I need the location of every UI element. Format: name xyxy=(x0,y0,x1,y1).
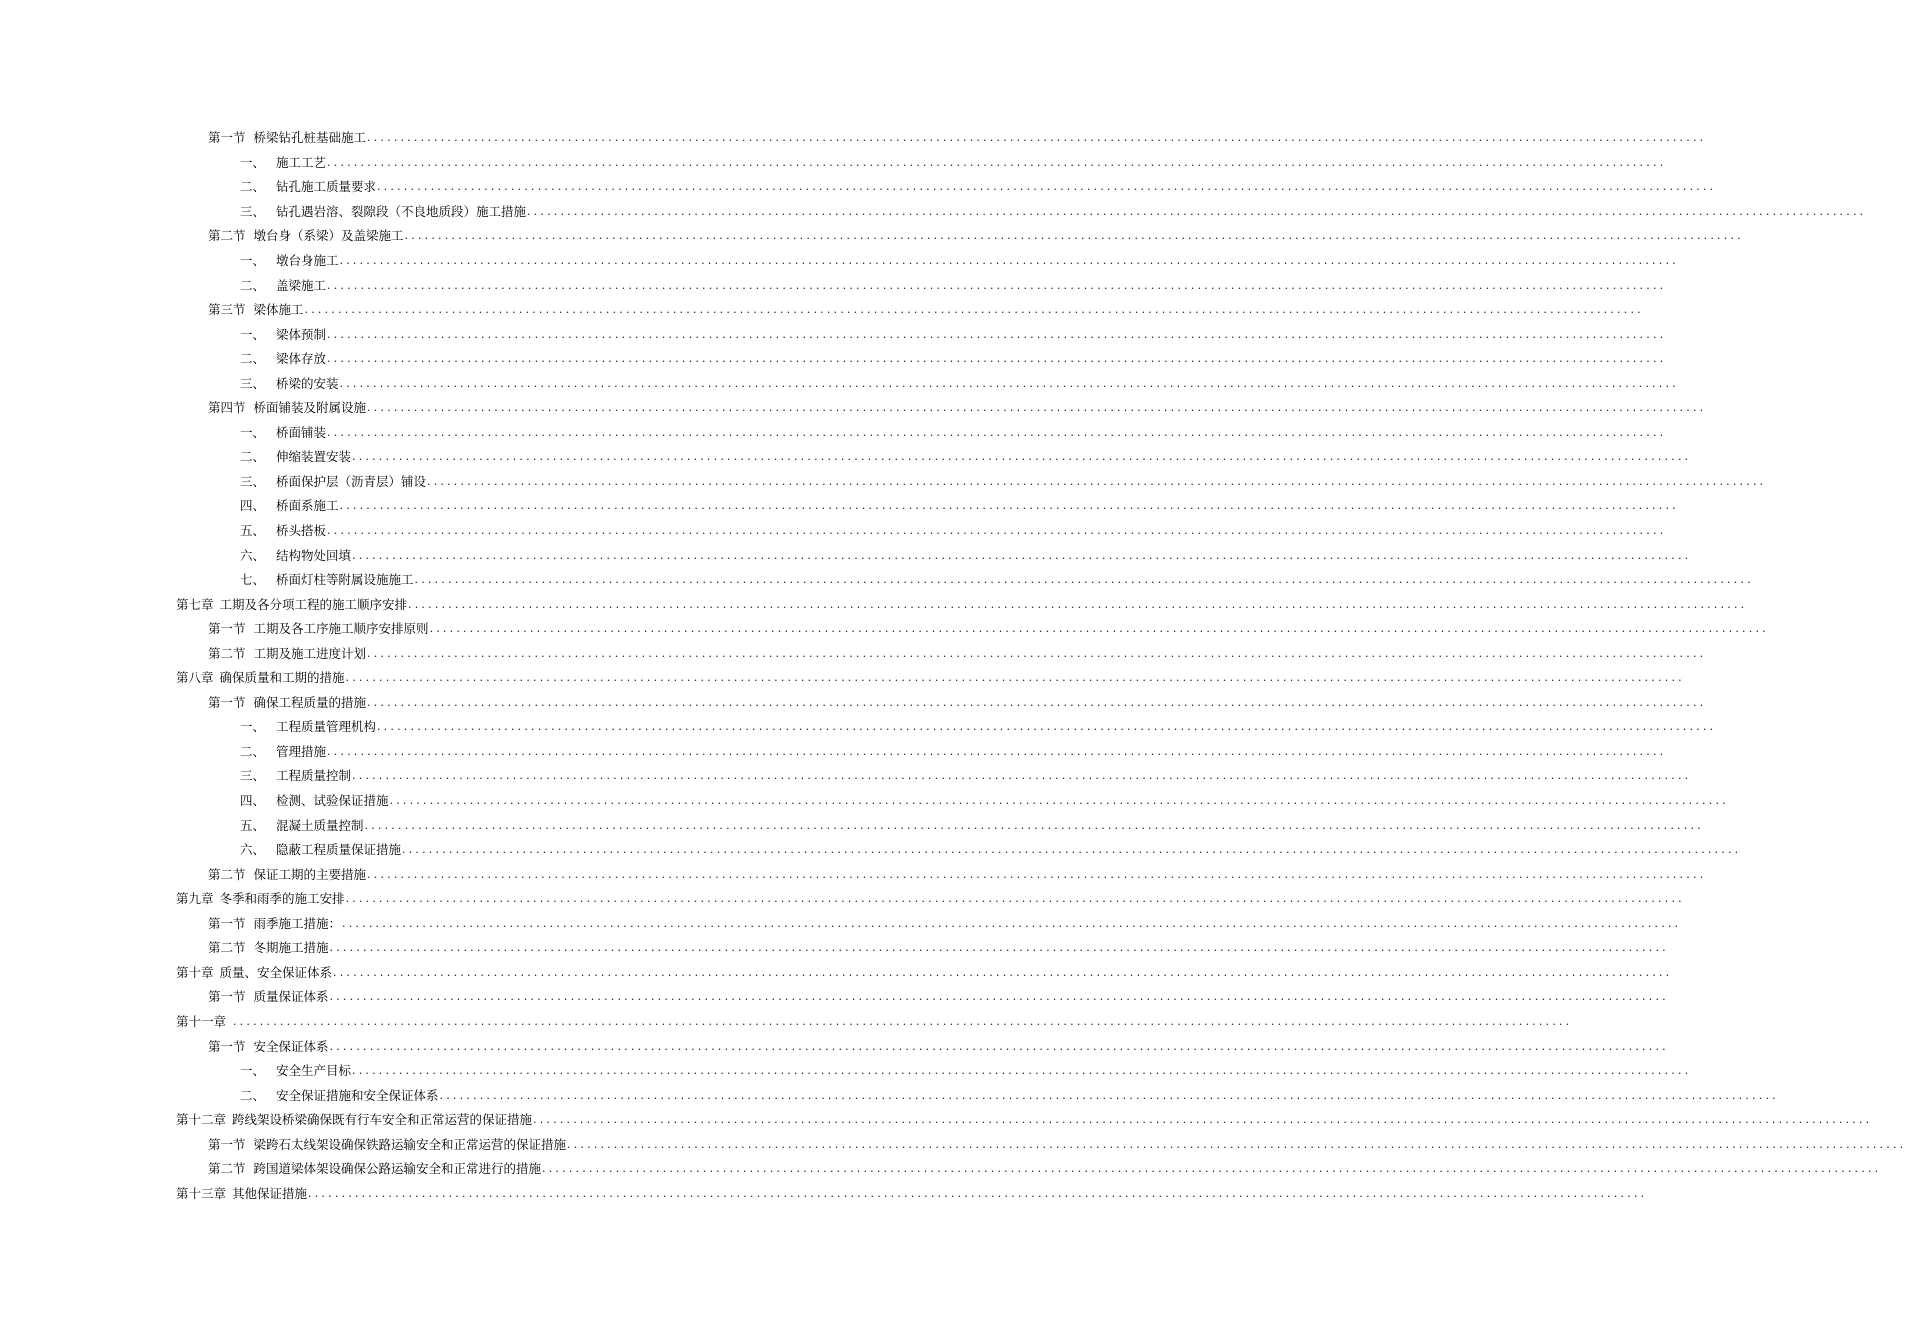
dot-leader: ........................................................................................................................................................................................................ xyxy=(439,1088,1779,1102)
toc-entry[interactable] xyxy=(0,200,1867,225)
toc-entry-title: 雨季施工措施： xyxy=(253,915,342,931)
toc-entry-title: 结构物处回填 xyxy=(276,547,352,563)
dot-leader: ........................................................................................................................................................................................................ xyxy=(542,1162,1882,1176)
toc-entry[interactable] xyxy=(0,298,1644,323)
dot-leader: ........................................................................................................................................................................................................ xyxy=(352,769,1692,783)
dot-leader: ........................................................................................................................................................................................................ xyxy=(352,548,1692,562)
toc-entry-title: 确保工程质量的措施 xyxy=(253,694,367,710)
toc-entry-number: 二、 xyxy=(240,449,266,465)
toc-entry[interactable] xyxy=(0,1083,1779,1108)
toc-entry-number: 第十二章 xyxy=(176,1112,227,1128)
toc-entry-number: 第一节 xyxy=(208,1038,246,1054)
toc-entry[interactable] xyxy=(0,1034,1669,1059)
toc-entry[interactable] xyxy=(0,347,1667,372)
toc-entry-title: 盖梁施工 xyxy=(276,277,327,293)
dot-leader: ........................................................................................................................................................................................................ xyxy=(339,376,1679,390)
toc-entry-title: 混凝土质量控制 xyxy=(276,817,364,833)
dot-leader: ........................................................................................................................................................................................................ xyxy=(408,597,1748,611)
toc-entry-title: 工期及各工序施工顺序安排原则 xyxy=(253,621,429,637)
toc-entry[interactable] xyxy=(0,838,1742,863)
toc-entry-title: 梁体施工 xyxy=(253,302,304,318)
toc-entry[interactable] xyxy=(0,126,1707,151)
toc-entry-title: 桥梁钻孔桩基础施工 xyxy=(253,130,367,146)
toc-entry[interactable] xyxy=(0,249,1679,274)
toc-entry-number: 六、 xyxy=(240,547,266,563)
toc-entry[interactable] xyxy=(0,568,1754,593)
dot-leader: ........................................................................................................................................................................................................ xyxy=(339,499,1679,513)
toc-entry[interactable] xyxy=(0,470,1767,495)
toc-entry-title: 管理措施 xyxy=(276,743,327,759)
toc-entry-number: 三、 xyxy=(240,768,266,784)
dot-leader: ........................................................................................................................................................................................................ xyxy=(567,1137,1906,1151)
toc-entry-title: 墩台身施工 xyxy=(276,253,339,268)
dot-leader: ........................................................................................................................................................................................................ xyxy=(329,1039,1669,1053)
toc-entry-title: 工期及各分项工程的施工顺序安排 xyxy=(219,596,408,612)
toc-entry-title: 桥面铺装及附属设施 xyxy=(253,400,367,416)
toc-entry-number: 第二节 xyxy=(208,866,246,882)
toc-entry-title: 安全保证措施和安全保证体系 xyxy=(276,1087,439,1103)
toc-entry[interactable] xyxy=(0,1157,1882,1182)
toc-entry[interactable] xyxy=(0,740,1667,765)
dot-leader: ........................................................................................................................................................................................................ xyxy=(345,671,1685,685)
dot-leader: ........................................................................................................................................................................................................ xyxy=(414,573,1754,587)
toc-entry-title: 跨线架设桥梁确保既有行车安全和正常运营的保证措施 xyxy=(232,1112,533,1128)
toc-entry-title: 冬季和雨季的施工安排 xyxy=(219,891,345,907)
dot-leader: ........................................................................................................................................................................................................ xyxy=(333,965,1673,979)
toc-entry-number: 第四节 xyxy=(208,400,246,416)
toc-entry-number: 六、 xyxy=(240,842,266,858)
toc-entry-number: 第二节 xyxy=(208,1161,246,1177)
toc-entry[interactable] xyxy=(0,887,1685,912)
toc-entry[interactable] xyxy=(0,494,1679,519)
toc-entry-title: 工程质量控制 xyxy=(276,768,352,784)
toc-entry-number: 三、 xyxy=(240,203,266,219)
dot-leader: ........................................................................................................................................................................................................ xyxy=(352,450,1692,464)
toc-entry[interactable] xyxy=(0,592,1748,617)
toc-entry[interactable] xyxy=(0,985,1669,1010)
toc-entry-number: 二、 xyxy=(240,179,266,195)
toc-entry[interactable] xyxy=(0,519,1667,544)
toc-entry-title: 工程质量管理机构 xyxy=(276,719,377,735)
toc-entry[interactable] xyxy=(0,764,1692,789)
toc-entry[interactable] xyxy=(0,445,1692,470)
toc-entry-title: 跨国道梁体架设确保公路运输安全和正常进行的措施 xyxy=(253,1161,542,1177)
dot-leader: ........................................................................................................................................................................................................ xyxy=(233,1014,1573,1028)
toc-entry-title: 梁体存放 xyxy=(276,351,327,367)
dot-leader: ........................................................................................................................................................................................................ xyxy=(327,425,1667,439)
dot-leader: ........................................................................................................................................................................................................ xyxy=(352,1064,1692,1078)
toc-entry-title: 安全生产目标 xyxy=(276,1063,352,1079)
dot-leader: ........................................................................................................................................................................................................ xyxy=(402,843,1742,857)
toc-entry[interactable] xyxy=(0,371,1679,396)
toc-entry[interactable] xyxy=(0,151,1667,176)
toc-entry[interactable] xyxy=(0,961,1673,986)
dot-leader: ........................................................................................................................................................................................................ xyxy=(533,1113,1873,1127)
toc-entry[interactable] xyxy=(0,691,1707,716)
toc-entry[interactable] xyxy=(0,1059,1692,1084)
dot-leader: ........................................................................................................................................................................................................ xyxy=(345,892,1685,906)
toc-entry-title: 钻孔遇岩溶、裂隙段（不良地质段）施工措施 xyxy=(276,203,527,219)
toc-entry-title: 梁跨石太线架设确保铁路运输安全和正常运营的保证措施 xyxy=(253,1136,567,1152)
toc-entry-number: 第二节 xyxy=(208,645,246,661)
toc-entry-number: 四、 xyxy=(240,793,266,809)
toc-entry[interactable] xyxy=(0,862,1707,887)
toc-entry-number: 二、 xyxy=(240,1087,266,1103)
toc-entry-title: 质量保证体系 xyxy=(253,989,329,1005)
toc-entry-number: 四、 xyxy=(240,498,266,514)
dot-leader: ........................................................................................................................................................................................................ xyxy=(327,155,1667,169)
toc-entry[interactable] xyxy=(0,1182,1648,1207)
dot-leader: ........................................................................................................................................................................................................ xyxy=(327,352,1667,366)
dot-leader: ........................................................................................................................................................................................................ xyxy=(389,794,1729,808)
toc-entry-number: 第九章 xyxy=(176,891,214,907)
dot-leader: ........................................................................................................................................................................................................ xyxy=(339,254,1679,267)
toc-entry[interactable] xyxy=(0,396,1707,421)
toc-entry[interactable] xyxy=(0,715,1717,740)
toc-entry-number: 第八章 xyxy=(176,670,214,686)
toc-entry-title: 梁体预制 xyxy=(276,326,327,342)
toc-entry-number: 三、 xyxy=(240,375,266,391)
toc-entry-number: 第十章 xyxy=(176,964,214,980)
dot-leader: ........................................................................................................................................................................................................ xyxy=(327,524,1667,538)
toc-entry-title: 桥面灯柱等附属设施施工 xyxy=(276,572,414,588)
dot-leader: ........................................................................................................................................................................................................ xyxy=(527,204,1867,218)
toc-entry-number: 第一节 xyxy=(208,130,246,146)
toc-entry[interactable] xyxy=(0,936,1669,961)
dot-leader: ........................................................................................................................................................................................................ xyxy=(329,941,1669,955)
toc-entry-number: 二、 xyxy=(240,277,266,293)
toc-entry-number: 五、 xyxy=(240,817,266,833)
toc-entry-title: 桥头搭板 xyxy=(276,523,327,539)
dot-leader: ........................................................................................................................................................................................................ xyxy=(327,278,1667,292)
toc-entry-title: 桥面系施工 xyxy=(276,498,339,514)
toc-entry[interactable] xyxy=(0,421,1667,446)
dot-leader: ........................................................................................................................................................................................................ xyxy=(377,720,1717,734)
toc-entry-number: 一、 xyxy=(240,1063,266,1079)
toc-entry-title: 质量、安全保证体系 xyxy=(219,964,333,980)
toc-entry-number: 一、 xyxy=(240,253,266,268)
toc-entry-number: 七、 xyxy=(240,572,266,588)
toc-entry[interactable] xyxy=(0,813,1704,838)
toc-entry-number: 第一节 xyxy=(208,621,246,637)
toc-entry[interactable] xyxy=(0,912,1682,937)
dot-leader: ........................................................................................................................................................................................................ xyxy=(342,916,1682,930)
dot-leader: ........................................................................................................................................................................................................ xyxy=(367,131,1707,145)
dot-leader: ........................................................................................................................................................................................................ xyxy=(427,474,1767,488)
toc-entry-title: 桥梁的安装 xyxy=(276,375,339,391)
dot-leader: ........................................................................................................................................................................................................ xyxy=(327,744,1667,758)
toc-entry-title: 桥面铺装 xyxy=(276,424,327,440)
toc-entry-number: 一、 xyxy=(240,719,266,735)
toc-entry-number: 一、 xyxy=(240,326,266,342)
toc-entry-number: 第一节 xyxy=(208,989,246,1005)
toc-entry-number: 第二节 xyxy=(208,228,246,244)
dot-leader: ........................................................................................................................................................................................................ xyxy=(329,990,1669,1004)
dot-leader: ........................................................................................................................................................................................................ xyxy=(429,622,1769,636)
toc-entry[interactable] xyxy=(0,666,1685,691)
toc-entry-title: 安全保证体系 xyxy=(253,1038,329,1054)
toc-entry-number: 一、 xyxy=(240,424,266,440)
toc-entry-title: 工期及施工进度计划 xyxy=(253,645,367,661)
toc-entry[interactable] xyxy=(0,617,1769,642)
toc-entry-number: 五、 xyxy=(240,523,266,539)
toc-entry[interactable] xyxy=(0,224,1744,249)
toc-entry-title: 确保质量和工期的措施 xyxy=(219,670,345,686)
toc-entry-number: 第一节 xyxy=(208,1136,246,1152)
toc-entry-number: 三、 xyxy=(240,473,266,489)
toc-entry[interactable] xyxy=(0,789,1729,814)
toc-entry-title: 伸缩装置安装 xyxy=(276,449,352,465)
toc-entry-number: 第三节 xyxy=(208,302,246,318)
toc-entry-number: 第一节 xyxy=(208,694,246,710)
dot-leader: ........................................................................................................................................................................................................ xyxy=(367,695,1707,709)
toc-entry-number: 二、 xyxy=(240,351,266,367)
toc-entry-number: 第二节 xyxy=(208,940,246,956)
toc-entry-number: 第十一章 xyxy=(176,1013,227,1029)
toc-entry-number: 第一节 xyxy=(208,915,246,931)
toc-entry[interactable] xyxy=(0,641,1707,666)
toc-entry[interactable] xyxy=(0,1132,1906,1157)
toc-entry[interactable] xyxy=(0,543,1692,568)
toc-entry-number: 第十三章 xyxy=(176,1185,227,1201)
dot-leader: ........................................................................................................................................................................................................ xyxy=(364,818,1704,832)
toc-entry-title: 墩台身（系梁）及盖梁施工 xyxy=(253,228,404,244)
dot-leader: ........................................................................................................................................................................................................ xyxy=(367,401,1707,415)
dot-leader: ........................................................................................................................................................................................................ xyxy=(308,1186,1648,1200)
dot-leader: ........................................................................................................................................................................................................ xyxy=(377,180,1717,194)
dot-leader: ........................................................................................................................................................................................................ xyxy=(327,327,1667,341)
toc-entry-title: 其他保证措施 xyxy=(232,1185,308,1201)
toc-entry-title: 钻孔施工质量要求 xyxy=(276,179,377,195)
toc-entry[interactable] xyxy=(0,1010,1573,1035)
toc-entry-number: 一、 xyxy=(240,154,266,170)
table-of-contents xyxy=(0,126,1906,1206)
toc-entry-title: 保证工期的主要措施 xyxy=(253,866,367,882)
dot-leader: ........................................................................................................................................................................................................ xyxy=(304,303,1644,317)
dot-leader: ........................................................................................................................................................................................................ xyxy=(367,867,1707,881)
toc-entry-title: 检测、试验保证措施 xyxy=(276,793,389,809)
toc-entry[interactable] xyxy=(0,322,1667,347)
toc-entry[interactable] xyxy=(0,1108,1873,1133)
toc-entry-number: 二、 xyxy=(240,743,266,759)
toc-entry-number: 第七章 xyxy=(176,596,214,612)
toc-entry-title: 冬期施工措施 xyxy=(253,940,329,956)
toc-entry-title: 桥面保护层（沥青层）铺设 xyxy=(276,473,427,489)
toc-entry[interactable] xyxy=(0,273,1667,298)
dot-leader: ........................................................................................................................................................................................................ xyxy=(367,646,1707,660)
toc-entry-title: 隐蔽工程质量保证措施 xyxy=(276,842,402,858)
toc-entry-title: 施工工艺 xyxy=(276,154,327,170)
toc-entry[interactable] xyxy=(0,175,1717,200)
dot-leader: ........................................................................................................................................................................................................ xyxy=(404,229,1744,243)
